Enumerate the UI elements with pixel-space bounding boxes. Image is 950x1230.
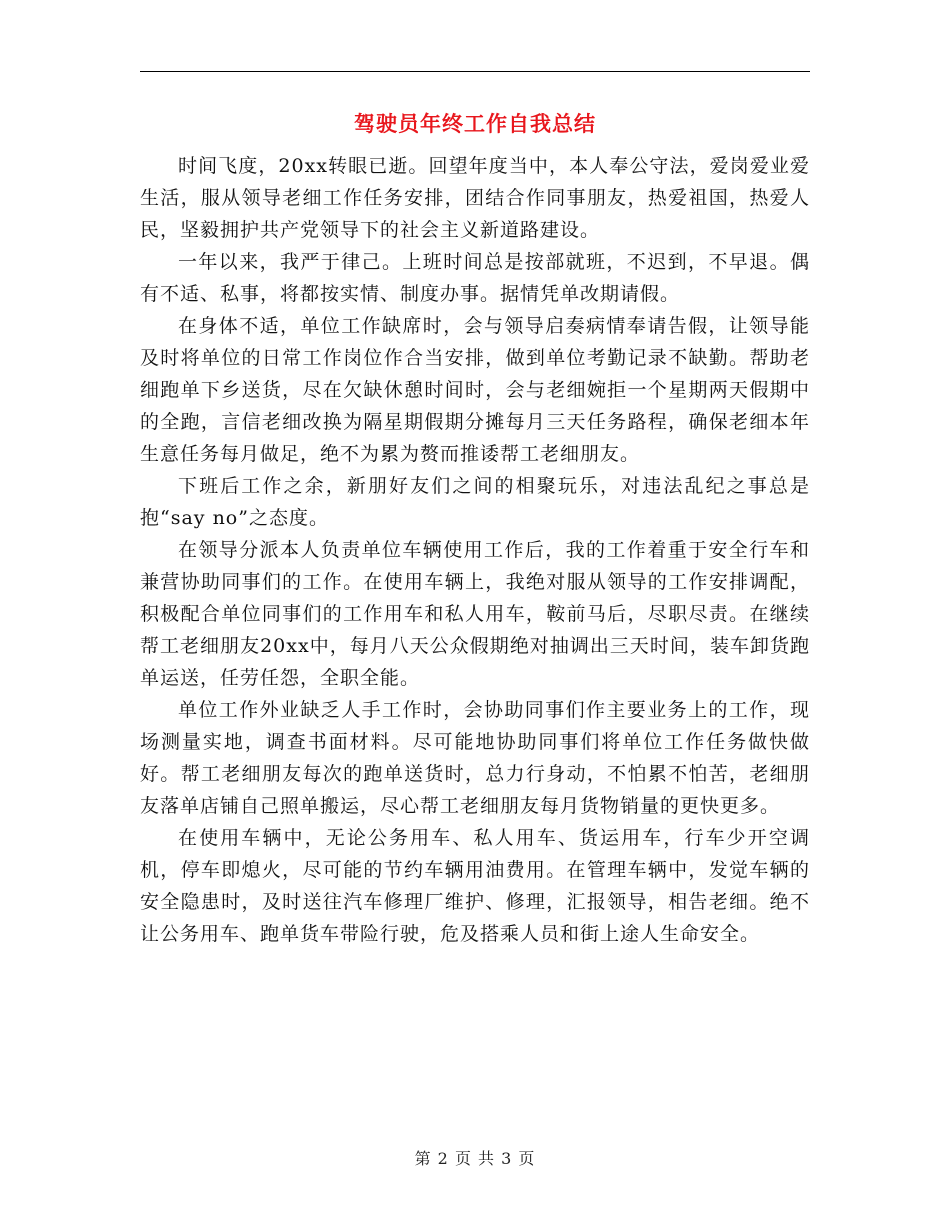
- paragraph-2: 一年以来，我严于律己。上班时间总是按部就班，不迟到，不早退。偶有不适、私事，将都按实情、制度办事。据情凭单改期请假。: [140, 251, 810, 305]
- paragraph-6: 单位工作外业缺乏人手工作时，会协助同事们作主要业务上的工作，现场测量实地，调查书面材料。尽可能地协助同事们将单位工作任务做快做好。帮工老细朋友每次的跑单送货时，总力行身动，不怕累不怕苦，老细朋友落单店铺自己照单搬运，尽心帮工老细朋友每月货物销量的更快更多。: [140, 699, 810, 817]
- paragraph-5: 在领导分派本人负责单位车辆使用工作后，我的工作着重于安全行车和兼营协助同事们的工作。在使用车辆上，我绝对服从领导的工作安排调配，积极配合单位同事们的工作用车和私人用车，鞍前马后，尽职尽责。在继续帮工老细朋友20xx中，每月八天公众假期绝对抽调出三天时间，装车卸货跑单运送，任劳任怨，全职全能。: [140, 539, 810, 689]
- paragraph-4: 下班后工作之余，新朋好友们之间的相聚玩乐，对违法乱纪之事总是抱“say no”之态度。: [140, 475, 810, 529]
- header-rule: [140, 71, 810, 72]
- paragraph-3: 在身体不适，单位工作缺席时，会与领导启奏病情奉请告假，让领导能及时将单位的日常工作岗位作合当安排，做到单位考勤记录不缺勤。帮助老细跑单下乡送货，尽在欠缺休憩时间时，会与老细婉拒一个星期两天假期中的全跑，言信老细改换为隔星期假期分摊每月三天任务路程，确保老细本年生意任务每月做足，绝不为累为赘而推诿帮工老细朋友。: [140, 315, 810, 465]
- paragraph-1: 时间飞度，20xx转眼已逝。回望年度当中，本人奉公守法，爱岗爱业爱生活，服从领导老细工作任务安排，团结合作同事朋友，热爱祖国，热爱人民，坚毅拥护共产党领导下的社会主义新道路建设。: [140, 155, 810, 241]
- page-number: 第 2 页 共 3 页: [414, 1149, 536, 1168]
- paragraph-7: 在使用车辆中，无论公务用车、私人用车、货运用车，行车少开空调机，停车即熄火，尽可能的节约车辆用油费用。在管理车辆中，发觉车辆的安全隐患时，及时送往汽车修理厂维护、修理，汇报领导，相告老细。绝不让公务用车、跑单货车带险行驶，危及搭乘人员和街上途人生命安全。: [140, 827, 810, 945]
- document-body: [140, 150, 810, 950]
- document-title: 驾驶员年终工作自我总结: [354, 111, 596, 136]
